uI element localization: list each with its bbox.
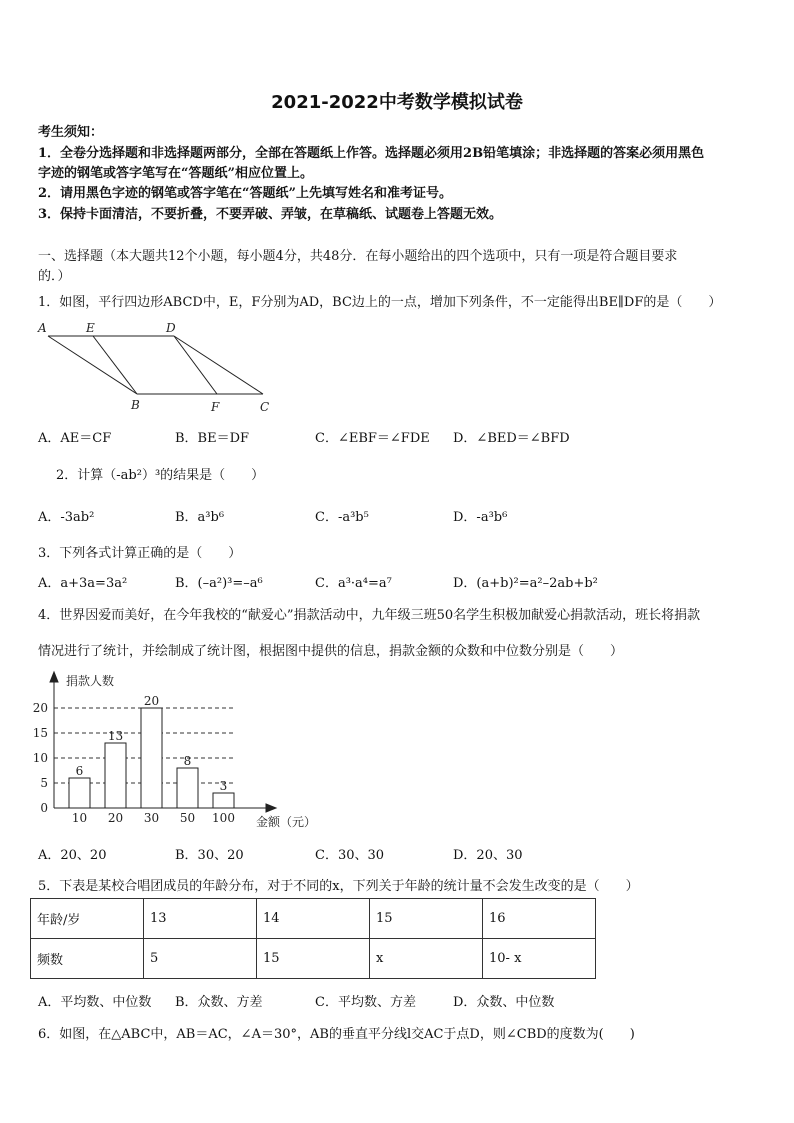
bar [69,778,90,808]
q4-stem-line-1: 4．世界因爱而美好，在今年我校的“献爱心”捐款活动中，九年级三班50名学生积极加献爱心捐款活动，班长将捐款 [38,608,701,623]
parallelogram-figure [34,318,279,416]
table-cell: 年龄/岁 [31,899,144,939]
bar-value-label: 13 [107,729,124,743]
bar-value-label: 3 [219,779,228,793]
q6-stem: 6．如图，在△ABC中，AB＝AC，∠A＝30°，AB的垂直平分线l交AC于点D，则∠CBD的度数为( ) [38,1027,635,1042]
label-a: A [38,321,47,335]
label-b: B [131,398,140,412]
y-tick-label: 0 [40,801,48,815]
bar-value-label: 8 [183,754,192,768]
q1-option-c[interactable]: C．∠EBF＝∠FDE [315,431,430,446]
q4-option-d[interactable]: D．20、30 [453,848,523,863]
q3-option-d[interactable]: D．(a+b)²=a²–2ab+b² [453,576,598,591]
q2-option-d[interactable]: D．-a³b⁶ [453,510,508,525]
label-d: D [166,321,176,335]
y-tick-label: 15 [32,726,48,740]
table-cell: 14 [257,899,370,939]
label-f: F [211,400,220,414]
q1-option-a[interactable]: A．AE＝CF [38,431,112,446]
q2-stem: 2．计算（-ab²）³的结果是（ ） [56,468,265,483]
y-axis-title: 捐款人数 [66,674,115,688]
bar [213,793,234,808]
notice-line-3: 3．保持卡面清洁，不要折叠，不要弄破、弄皱，在草稿纸、试题卷上答题无效。 [38,207,503,222]
q3-option-b[interactable]: B．(–a²)³=–a⁶ [175,576,263,591]
table-cell: 15 [257,939,370,979]
bar-value-label: 20 [143,694,160,708]
table-row [31,939,596,979]
q4-option-c[interactable]: C．30、30 [315,848,385,863]
table-cell: 10- x [483,939,596,979]
bar [177,768,198,808]
q5-option-b[interactable]: B．众数、方差 [175,995,263,1010]
q1-option-d[interactable]: D．∠BED＝∠BFD [453,431,570,446]
notice-line-1b: 字迹的钢笔或答字笔写在“答题纸”相应位置上。 [38,166,313,181]
label-c: C [260,400,270,414]
q3-option-c[interactable]: C．a³·a⁴=a⁷ [315,576,392,591]
q5-option-c[interactable]: C．平均数、方差 [315,995,416,1010]
section-heading-line-2: 的．） [38,269,71,284]
q4-stem-line-2: 情况进行了统计，并绘制成了统计图，根据图中提供的信息，捐款金额的众数和中位数分别是（ ） [38,644,624,659]
y-tick-label: 5 [40,776,48,790]
x-tick-label: 100 [212,811,235,825]
q2-option-b[interactable]: B．a³b⁶ [175,510,225,525]
x-tick-label: 50 [179,811,196,825]
q2-option-a[interactable]: A．-3ab² [38,510,95,525]
age-frequency-table [30,898,596,979]
q1-option-b[interactable]: B．BE＝DF [175,431,250,446]
q2-option-c[interactable]: C．-a³b⁵ [315,510,369,525]
bar [141,708,162,808]
q4-option-a[interactable]: A．20、20 [38,848,107,863]
x-tick-label: 20 [107,811,124,825]
q1-stem: 1．如图，平行四边形ABCD中，E，F分别为AD，BC边上的一点，增加下列条件，不一定能得出BE∥DF的是（ ） [38,295,722,310]
notice-heading: 考生须知： [38,125,104,140]
q3-option-a[interactable]: A．a+3a=3a² [38,576,128,591]
table-cell: 13 [144,899,257,939]
table-cell: 频数 [31,939,144,979]
table-cell: 15 [370,899,483,939]
q5-option-a[interactable]: A．平均数、中位数 [38,995,152,1010]
notice-line-2: 2．请用黑色字迹的钢笔或答字笔在“答题纸”上先填写姓名和准考证号。 [38,186,453,201]
donation-bar-chart [30,668,330,836]
y-tick-label: 20 [32,701,48,715]
x-axis-title: 金额（元） [256,815,317,829]
bar-value-label: 6 [75,764,84,778]
q5-stem: 5．下表是某校合唱团成员的年龄分布，对于不同的x，下列关于年龄的统计量不会发生改变的是（ ） [38,879,639,894]
table-row [31,899,596,939]
page-title: 2021-2022中考数学模拟试卷 [271,92,523,113]
q3-stem: 3．下列各式计算正确的是（ ） [38,546,242,561]
label-e: E [86,321,95,335]
x-axis-arrow [266,804,276,812]
table-cell: 5 [144,939,257,979]
q4-option-b[interactable]: B．30、20 [175,848,244,863]
bar [105,743,126,808]
q5-option-d[interactable]: D．众数、中位数 [453,995,555,1010]
table-cell: 16 [483,899,596,939]
x-tick-label: 10 [71,811,88,825]
y-axis-arrow [50,672,58,682]
x-tick-label: 30 [143,811,160,825]
section-heading-line-1: 一、选择题（本大题共12个小题，每小题4分，共48分．在每小题给出的四个选项中，只有一项是符合题目要求 [38,249,678,264]
notice-line-1a: 1．全卷分选择题和非选择题两部分，全部在答题纸上作答。选择题必须用2B铅笔填涂；非选择题的答案必须用黑色 [38,146,705,161]
y-tick-label: 10 [32,751,48,765]
table-cell: x [370,939,483,979]
